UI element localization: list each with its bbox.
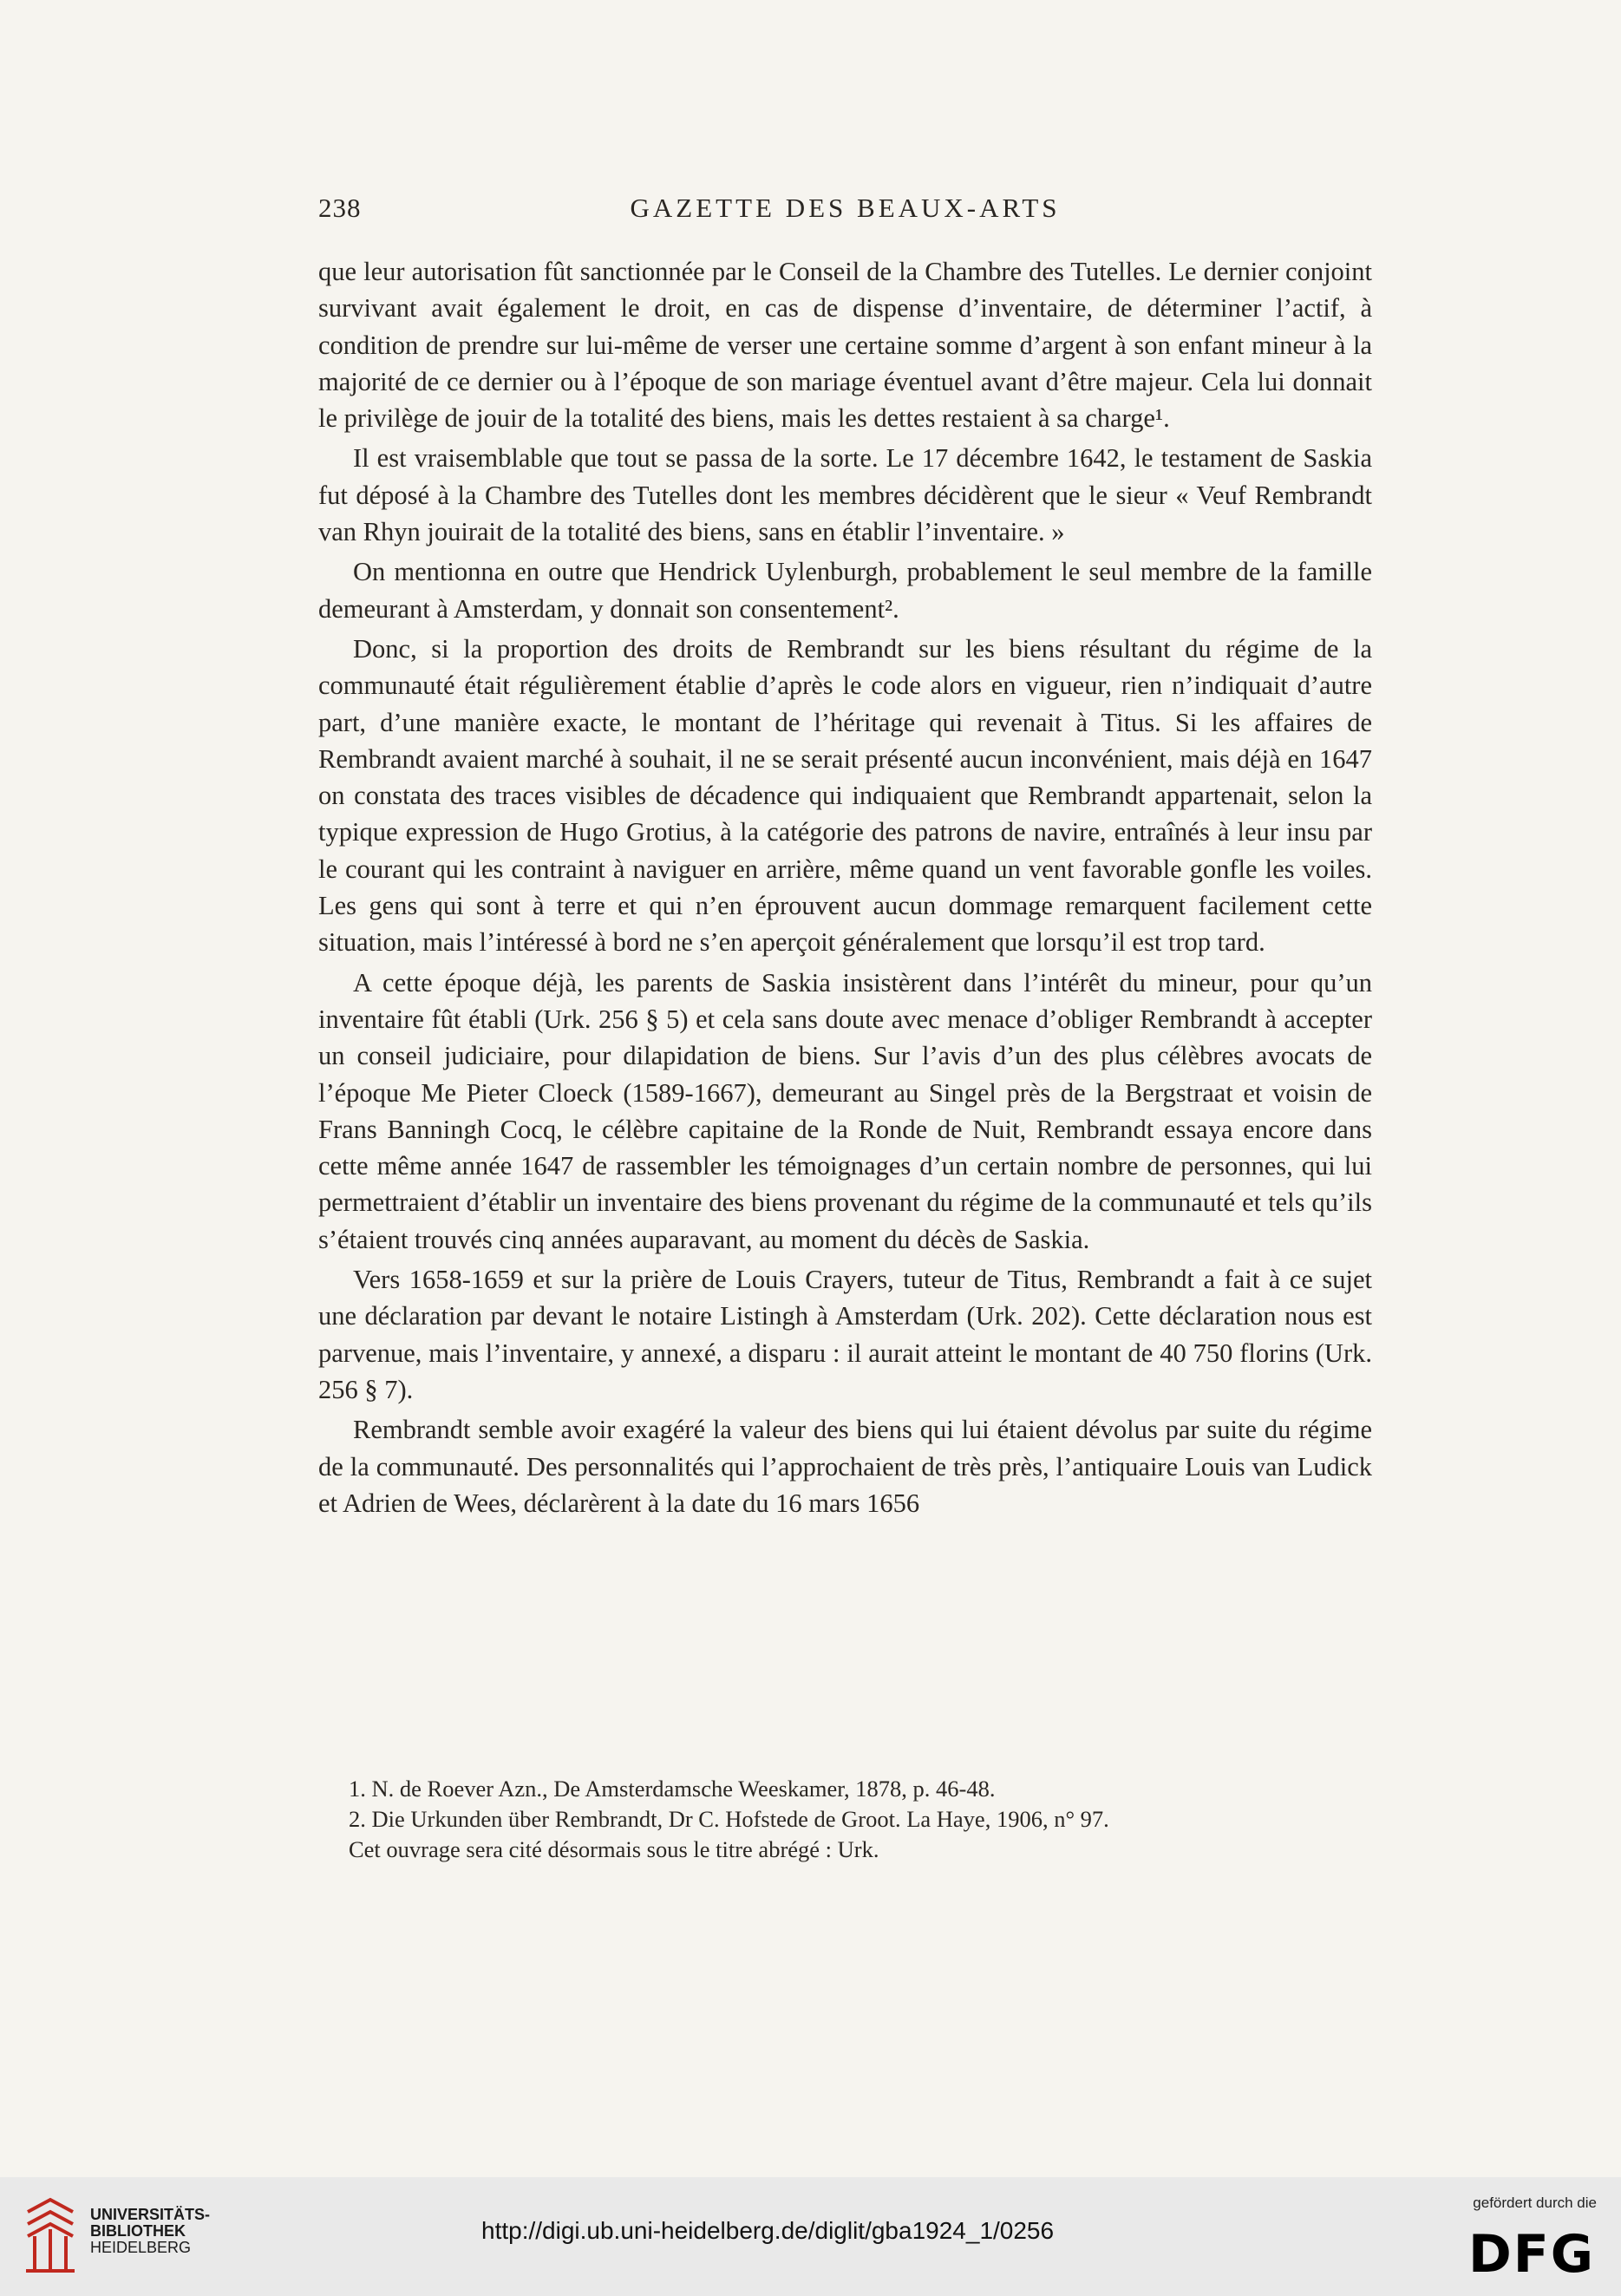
permalink-link[interactable]: http://digi.ub.uni-heidelberg.de/diglit/gba1924_1/0256 [481,2217,1055,2244]
paragraph: Rembrandt semble avoir exagéré la valeur des biens qui lui étaient dévolus par suite du régime de la communauté. Des personnalités qui l’approchaient de très près, l’antiquaire Louis van Ludick et Adrien de Wees, déclarèrent à la date du 16 mars 1656 [318,1415,1372,1518]
library-name-line: BIBLIOTHEK [90,2222,186,2240]
paragraph: Vers 1658-1659 et sur la prière de Louis Crayers, tuteur de Titus, Rembrandt a fait à ce sujet une déclaration par devant le notaire Listingh à Amsterdam (Urk. 202). Cette déclaration nous est parvenue, mais l’inventaire, y annexé, a disparu : il aurait atteint le montant de 40 750 florins (Urk. 256 § 7). [318,1265,1372,1404]
viewer-footer-bar [0,2177,1621,2296]
footnote-1: 1. N. de Roever Azn., De Amsterdamsche Weeskamer, 1878, p. 46-48. [349,1776,996,1802]
page-number: 238 [318,193,362,223]
journal-title: GAZETTE DES BEAUX-ARTS [630,193,1061,223]
paragraph: Donc, si la proportion des droits de Rembrandt sur les biens résultant du régime de la communauté était régulièrement établie d’après le code alors en vigueur, rien n’indiquait d’autre part, d’une manière exacte, le montant de l’héritage qui revenait à Titus. Si les affaires de Rembrandt avaient marché à souhait, il ne se serait présenté aucun inconvénient, mais déjà en 1647 on constata des traces visibles de décadence qui indiquaient que Rembrandt appartenait, selon la typique expression de Hugo Grotius, à la catégorie des patrons de navire, entraînés à leur insu par le courant qui les contraint à naviguer en arrière, même quand un vent favorable gonfle les voiles. Les gens qui sont à terre et qui n’en éprouvent aucun dommage remarquent facilement cette situation, mais l’intéressé à bord ne s’en aperçoit généralement que lorsqu’il est trop tard. [318,633,1372,958]
paragraph: Il est vraisemblable que tout se passa de la sorte. Le 17 décembre 1642, le testament de Saskia fut déposé à la Chambre des Tutelles dont les membres décidèrent que le sieur « Veuf Rembrandt van Rhyn jouirait de la totalité des biens, sans en établir l’inventaire. » [318,443,1372,547]
footnotes [349,1774,1372,1865]
paragraph: que leur autorisation fût sanctionnée par le Conseil de la Chambre des Tutelles. Le dernier conjoint survivant avait également le droit, en cas de dispense d’inventaire, de déterminer l’actif, à condition de prendre sur lui-même de verser une certaine somme d’argent à son enfant mineur à la majorité de ce dernier ou à l’époque de son mariage éventuel avant d’être majeur. Cela lui donnait le privilège de jouir de la totalité des biens, mais les dettes restaient à sa charge¹. [318,257,1372,434]
running-head [318,193,1372,236]
library-name-line: UNIVERSITÄTS- [90,2206,211,2223]
footnote-2-continuation: Cet ouvrage sera cité désormais sous le titre abrégé : Urk. [349,1836,879,1862]
article-body [318,253,1372,1525]
paragraph: A cette époque déjà, les parents de Saskia insistèrent dans l’intérêt du mineur, pour qu’un inventaire fût établi (Urk. 256 § 5) et cela sans doute avec menace d’obliger Rembrandt à accepter un conseil judiciaire, pour dilapidation de biens. Sur l’avis d’un des plus célèbres avocats de l’époque Me Pieter Cloeck (1589-1667), demeurant au Singel près de la Bergstraat et voisin de Frans Banningh Cocq, le célèbre capitaine de la Ronde de Nuit, Rembrandt essaya encore dans cette même année 1647 de rassembler les témoignages d’un certain nombre de personnes, qui lui permettraient d’établir un inventaire des biens provenant du régime de la communauté et tels qu’ils s’étaient trouvés cinq années auparavant, au moment du décès de Saskia. [318,967,1372,1254]
university-library-name [90,2207,210,2256]
university-library-logo-icon [19,2195,82,2278]
dfg-logo: DFG [1467,2224,1595,2285]
paragraph: On mentionna en outre que Hendrick Uylenburgh, probablement le seul membre de la famille demeurant à Amsterdam, y donnait son consentement². [318,557,1372,624]
funding-label: gefördert durch die [1473,2195,1597,2211]
footnote-2: 2. Die Urkunden über Rembrandt, Dr C. Hofstede de Groot. La Haye, 1906, n° 97. [349,1806,1109,1832]
library-name-line: HEIDELBERG [90,2239,192,2256]
